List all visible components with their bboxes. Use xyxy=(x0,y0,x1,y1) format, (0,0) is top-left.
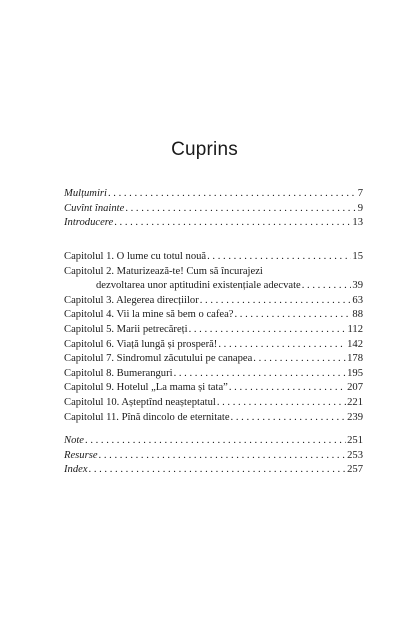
toc-entry-title: Capitolul 8. Bumeranguri xyxy=(64,367,173,379)
toc-entry-page: 112 xyxy=(347,323,363,335)
toc-entry xyxy=(64,434,363,449)
dot-leader xyxy=(89,463,347,478)
dot-leader xyxy=(125,202,356,217)
toc-entry-continuation xyxy=(64,279,363,294)
toc-entry xyxy=(64,367,363,382)
toc-entry-page: 207 xyxy=(347,382,363,394)
toc-entry-title: Capitolul 9. Hotelul „La mama și tata” xyxy=(64,382,228,394)
toc-entry xyxy=(64,187,363,202)
toc-entry-title-continued: dezvoltarea unor aptitudini existențiale adecvate xyxy=(96,280,301,292)
toc-entry-title: Capitolul 7. Sindromul zăcutului pe canapea xyxy=(64,353,253,365)
back-matter-list xyxy=(64,434,363,478)
dot-leader xyxy=(218,338,346,353)
toc-entry-title: Index xyxy=(64,464,88,476)
dot-leader xyxy=(302,279,352,294)
dot-leader xyxy=(114,216,351,231)
dot-leader xyxy=(231,411,347,426)
toc-entry-page: 178 xyxy=(347,353,363,365)
toc-entry-title: Introducere xyxy=(64,217,114,229)
toc-entry-title: Capitolul 2. Maturizează-te! Cum să încurajezi xyxy=(64,265,263,277)
dot-leader xyxy=(189,323,347,338)
toc-entry xyxy=(64,308,363,323)
toc-entry-page: 257 xyxy=(347,464,363,476)
toc-entry xyxy=(64,202,363,217)
toc-entry xyxy=(64,396,363,411)
toc-entry-page: 142 xyxy=(347,338,363,350)
dot-leader xyxy=(207,250,351,265)
toc-entry-title: Capitolul 11. Pînă dincolo de eternitate xyxy=(64,411,230,423)
dot-leader xyxy=(235,308,352,323)
chapter-list xyxy=(64,250,363,425)
toc-entry-page: 251 xyxy=(347,435,363,446)
toc-entry xyxy=(64,265,363,294)
front-matter-list xyxy=(64,187,363,231)
page-title: Cuprins xyxy=(171,139,238,160)
dot-leader xyxy=(217,396,346,411)
toc-entry-title: Capitolul 6. Viață lungă și prosperă! xyxy=(64,338,218,350)
dot-leader xyxy=(174,367,347,382)
toc-entry-page: 7 xyxy=(357,188,363,199)
toc-entry-title: Cuvînt înainte xyxy=(64,202,125,214)
toc-entry xyxy=(64,449,363,464)
toc-entry-title: Capitolul 10. Așteptînd neașteptatul xyxy=(64,396,216,408)
toc-entry-title: Capitolul 5. Marii petrecăreți xyxy=(64,323,188,335)
toc-entry-title: Capitolul 4. Vii la mine să bem o cafea? xyxy=(64,309,234,321)
toc-entry xyxy=(64,323,363,338)
toc-entry-title: Mulțumiri xyxy=(64,188,107,199)
toc-entry-page: 88 xyxy=(352,309,363,321)
toc-entry-page: 221 xyxy=(347,396,363,408)
toc-entry-title: Note xyxy=(64,435,85,446)
toc-entry xyxy=(64,352,363,367)
toc-entry-title: Capitolul 3. Alegerea direcțiilor xyxy=(64,294,199,306)
toc-entry-page: 63 xyxy=(352,294,363,306)
toc-entry-page: 253 xyxy=(347,449,363,461)
toc-entry xyxy=(64,216,363,231)
dot-leader xyxy=(200,294,352,309)
toc-entry-page: 195 xyxy=(347,367,363,379)
toc-entry-title: Capitolul 1. O lume cu totul nouă xyxy=(64,251,207,262)
toc-entry xyxy=(64,250,363,265)
dot-leader xyxy=(108,187,357,202)
toc-entry-page: 39 xyxy=(352,280,363,292)
toc-entry-page: 13 xyxy=(352,217,363,229)
dot-leader xyxy=(85,434,346,449)
toc-entry-page: 9 xyxy=(357,202,363,214)
toc-entry xyxy=(64,381,363,396)
dot-leader xyxy=(253,352,346,367)
toc-entry xyxy=(64,338,363,353)
toc-entry-page: 15 xyxy=(352,251,363,262)
toc-entry xyxy=(64,463,363,478)
dot-leader xyxy=(229,381,346,396)
dot-leader xyxy=(99,449,347,464)
toc-entry xyxy=(64,294,363,309)
toc-entry xyxy=(64,411,363,426)
toc-entry-title: Resurse xyxy=(64,449,98,461)
toc-entry-page: 239 xyxy=(347,411,363,423)
